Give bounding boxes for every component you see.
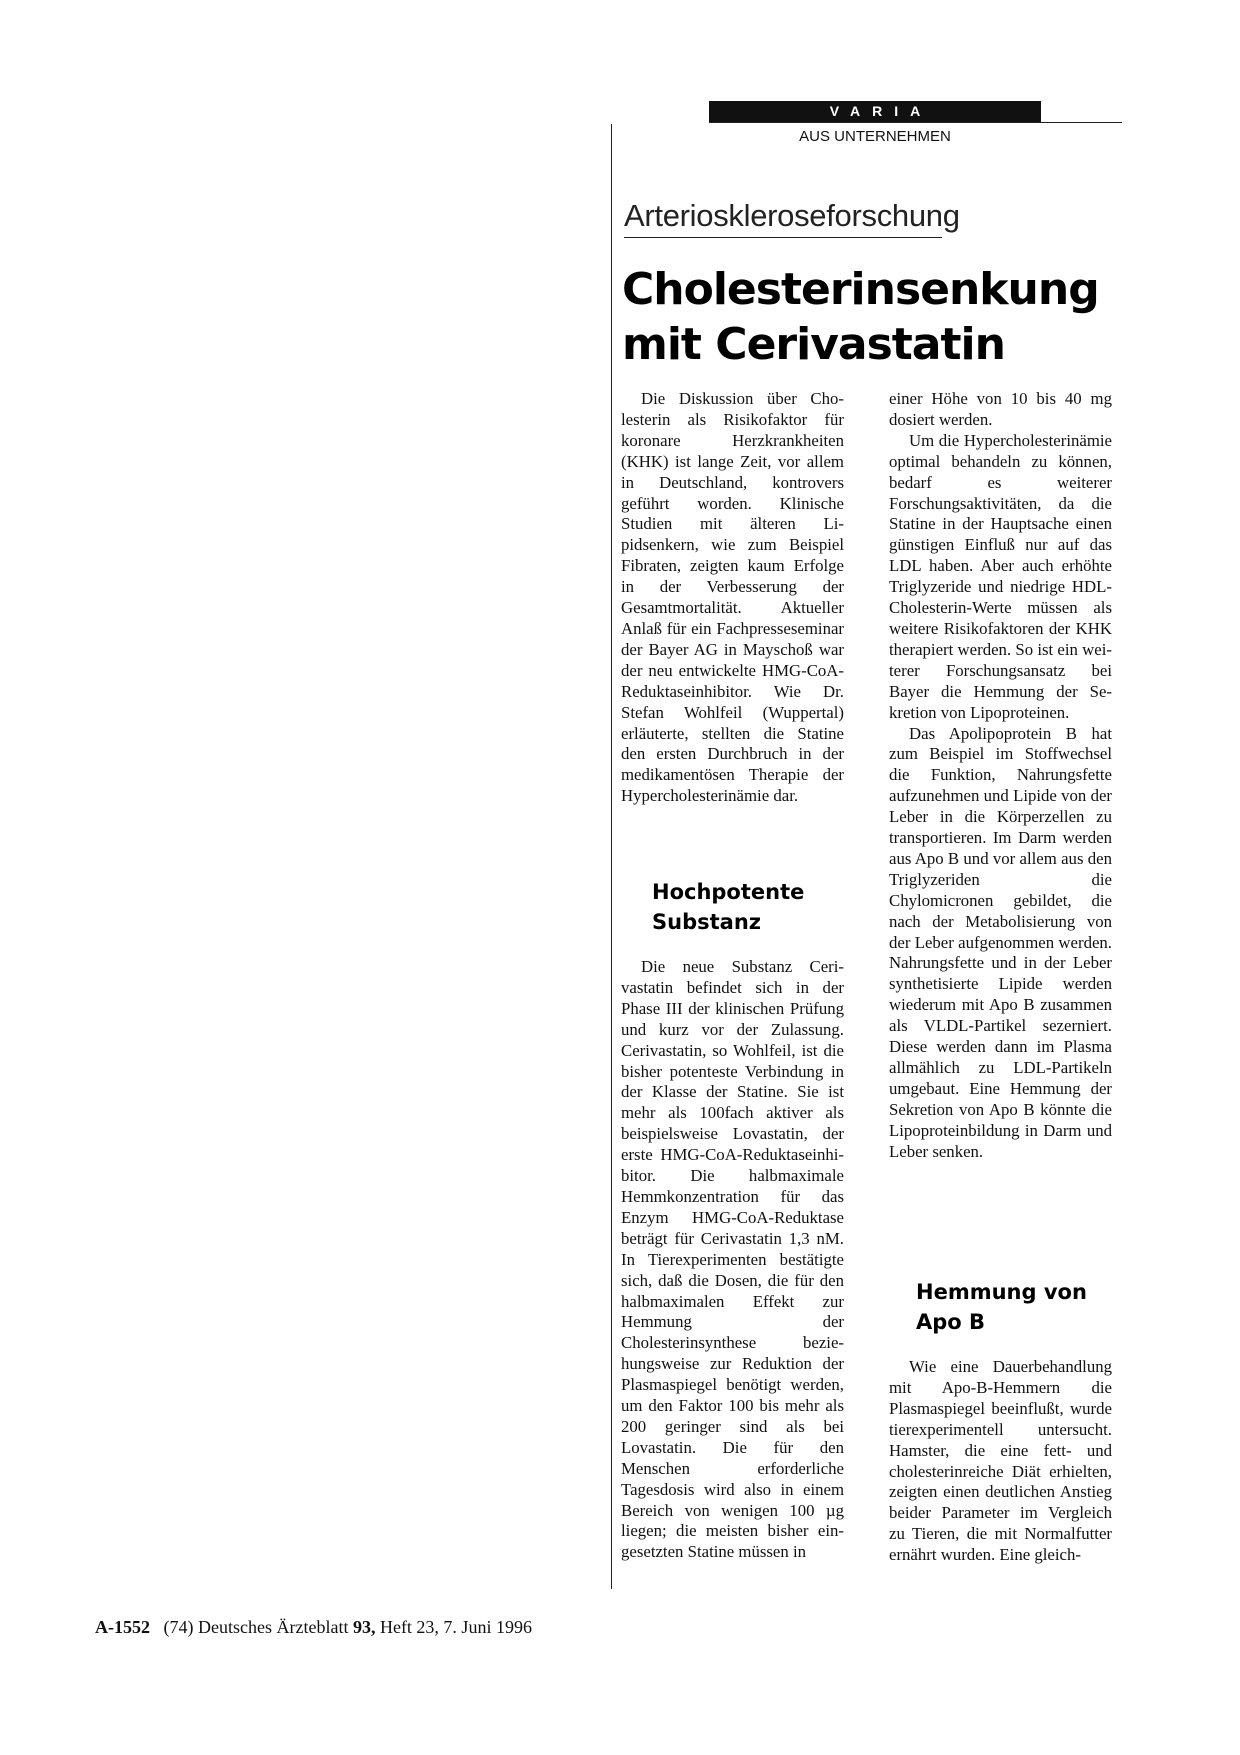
page-number: (74): [163, 1617, 194, 1637]
page-footer: [95, 1617, 532, 1638]
title-line-1: Cholesterinsenkung: [622, 264, 1099, 315]
header-rule: [709, 122, 1122, 123]
subheading-line-2: Apo B: [916, 1310, 986, 1334]
subsection-label: AUS UNTERNEHMEN: [799, 128, 951, 145]
column-rule: [611, 124, 612, 1589]
column-1-bottom: [621, 957, 844, 1563]
page-code: A-1552: [95, 1617, 150, 1637]
column-2-top: [889, 389, 1112, 1163]
issue-date: Heft 23, 7. Juni 1996: [379, 1617, 532, 1637]
subheading-hochpotente-substanz: Hochpotente Substanz: [652, 880, 805, 934]
column-1-top: [621, 389, 844, 807]
subheading-line-1: Hemmung von: [916, 1280, 1087, 1304]
paragraph-continuation: einer Höhe von 10 bis 40 mg dosiert werden.: [889, 389, 1112, 429]
column-2-bottom: [889, 1357, 1112, 1566]
paragraph-apolipoprotein: Das Apolipoprotein B hat zum Beispiel im Stoffwechsel die Funktion, Nahrungsfette aufzunehmen und Lipide von der Leber in die Körperzellen zu transportieren. Im Darm werden aus Apo B und vor allem aus den Triglyzeriden die Chylomicronen gebildet, die nach der Metabolisierung von der Leber aufgenommen werden. Nahrungsfette und in der Leber synthetisierte Lipide werden wiederum mit Apo B zusammen als VLDL-Partikel sezerniert. Diese werden dann im Plasma allmählich zu LDL-Partikeln umgebaut. Eine Hemmung der Sekretion von Apo B könnte die Lipoproteinbildung in Darm und Leber senken.: [889, 723, 1112, 1161]
paragraph-cerivastatin: Die neue Substanz Cerivastatin befindet sich in der Phase III der klinischen Prüfung und kurz vor der Zulassung. Cerivastatin, so Wohlfeil, ist die bisher potenteste Verbindung in der Klasse der Statine. Sie ist mehr als 100fach aktiver als beispielsweise Lovastatin, der erste HMG-CoA-Reduktaseinhibitor. Die halbmaximale Hemmkonzentration für das Enzym HMG-CoA-Reduktase beträgt für Cerivastatin 1,3 nM. In Tierexperimenten bestätigte sich, daß die Dosen, die für den halbmaximalen Effekt zur Hemmung der Cholesterinsynthese beziehungsweise zur Reduktion der Plasmaspiegel benötigt werden, um den Faktor 100 bis mehr als 200 geringer sind als bei Lovastatin. Die für den Menschen erforderliche Tagesdosis wird also in einem Bereich von wenigen 100 µg liegen; die meisten bisher eingesetzten Statine müssen in: [621, 957, 844, 1562]
title-line-2: mit Cerivastatin: [622, 319, 1005, 370]
paragraph-hypercholesterinaemie: Um die Hypercholesterinämie optimal behandeln zu können, bedarf es weiterer Forschungsaktivitäten, da die Statine in der Hauptsache einen günstigen Einfluß nur auf das LDL haben. Aber auch erhöhte Triglyzeride und niedrige HDL-Cholesterin-Werte müssen als weitere Risikofaktoren der KHK therapiert werden. So ist ein weiterer Forschungsansatz bei Bayer die Hemmung der Sekretion von Lipoproteinen.: [889, 430, 1112, 722]
article-kicker: Arterioskleroseforschung: [624, 198, 960, 233]
section-label: VARIA: [709, 101, 1041, 122]
journal-volume: 93,: [352, 1617, 376, 1637]
subheading-hemmung-apo-b: [916, 1277, 1156, 1337]
journal-name: Deutsches Ärzteblatt: [198, 1617, 349, 1637]
kicker-underline: [624, 237, 942, 238]
article-title: [622, 262, 1142, 372]
paragraph-dauerbehandlung: Wie eine Dauerbehandlung mit Apo-B-Hemmern die Plasmaspiegel beeinflußt, wurde tierexperimentell untersucht. Hamster, die eine fett- und cholesterinreiche Diät erhielten, zeigten einen deutlichen Anstieg beider Parameter im Vergleich zu Tieren, die mit Normalfutter ernährt wurden. Eine gleich-: [889, 1357, 1112, 1565]
paragraph-intro: Die Diskussion über Cholesterin als Risikofaktor für koronare Herzkrankheiten (KHK) ist lange Zeit, vor allem in Deutschland, kontrovers geführt worden. Klinische Studien mit älteren Lipidsenkern, wie zum Beispiel Fibraten, zeigten kaum Erfolge in der Verbesserung der Gesamtmortalität. Aktueller Anlaß für ein Fachpresseseminar der Bayer AG in Mayschoß war der neu entwickelte HMG-CoA-Reduktaseinhibitor. Wie Dr. Stefan Wohlfeil (Wuppertal) erläuterte, stellten die Statine den ersten Durchbruch in der medikamentösen Therapie der Hypercholesterinämie dar.: [621, 389, 844, 806]
